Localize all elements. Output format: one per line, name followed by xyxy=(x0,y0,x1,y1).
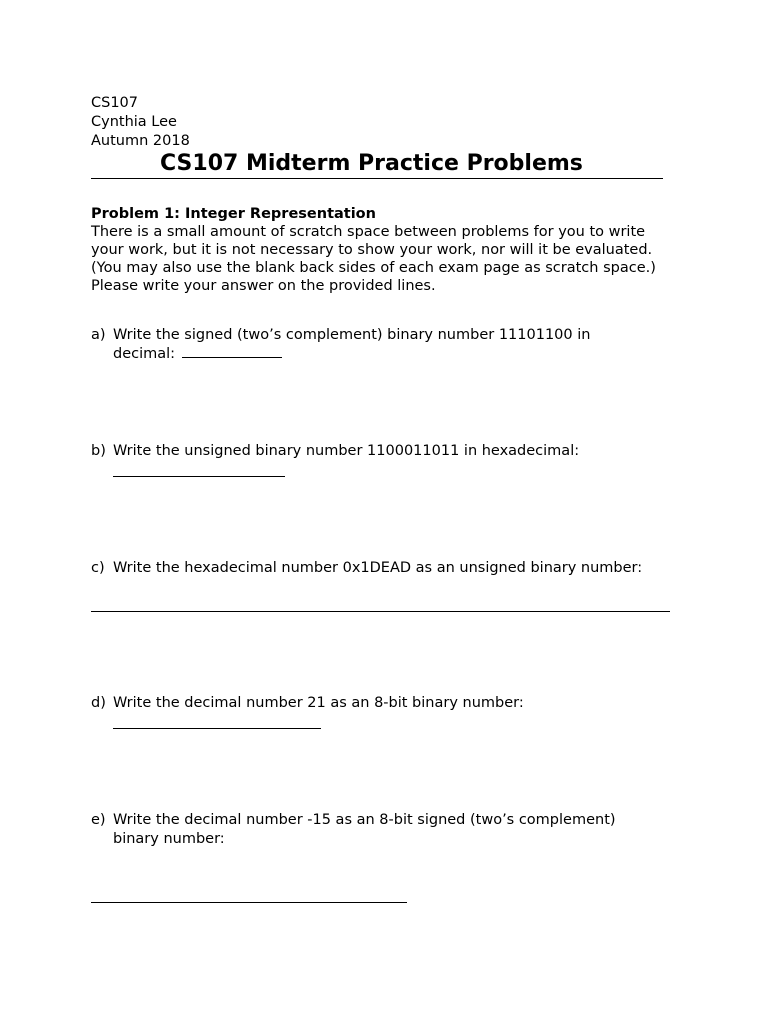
answer-d-blank[interactable] xyxy=(113,728,321,729)
intro-line: your work, but it is not necessary to show your work, nor will it be evaluated. xyxy=(91,242,653,258)
question-d-label: d) xyxy=(91,695,106,711)
answer-e-blank[interactable] xyxy=(91,902,407,903)
question-e-text: Write the decimal number -15 as an 8-bit signed (two’s complement) xyxy=(113,812,616,828)
question-b-text: Write the unsigned binary number 1100011011 in hexadecimal: xyxy=(113,443,580,459)
course-code: CS107 xyxy=(91,95,139,111)
title-underline xyxy=(91,178,663,179)
instructor-name: Cynthia Lee xyxy=(91,114,177,130)
question-a-text: Write the signed (two’s complement) binary number 11101100 in xyxy=(113,327,591,343)
intro-line: Please write your answer on the provided lines. xyxy=(91,278,436,294)
answer-b-blank[interactable] xyxy=(113,476,285,477)
question-a-label: a) xyxy=(91,327,106,343)
question-a-prompt: decimal: xyxy=(113,346,176,362)
page-title: CS107 Midterm Practice Problems xyxy=(160,151,583,176)
question-a-text-continued xyxy=(113,345,282,363)
intro-line: (You may also use the blank back sides of each exam page as scratch space.) xyxy=(91,260,656,276)
question-d-text: Write the decimal number 21 as an 8-bit binary number: xyxy=(113,695,524,711)
intro-line: There is a small amount of scratch space between problems for you to write xyxy=(91,224,646,240)
answer-a-blank[interactable] xyxy=(182,345,282,358)
term: Autumn 2018 xyxy=(91,133,190,149)
question-e-label: e) xyxy=(91,812,106,828)
answer-c-blank[interactable] xyxy=(91,611,670,612)
question-b-label: b) xyxy=(91,443,106,459)
question-c-text: Write the hexadecimal number 0x1DEAD as an unsigned binary number: xyxy=(113,560,643,576)
problem-heading: Problem 1: Integer Representation xyxy=(91,206,376,222)
question-c-label: c) xyxy=(91,560,105,576)
question-e-text-continued: binary number: xyxy=(113,831,225,847)
